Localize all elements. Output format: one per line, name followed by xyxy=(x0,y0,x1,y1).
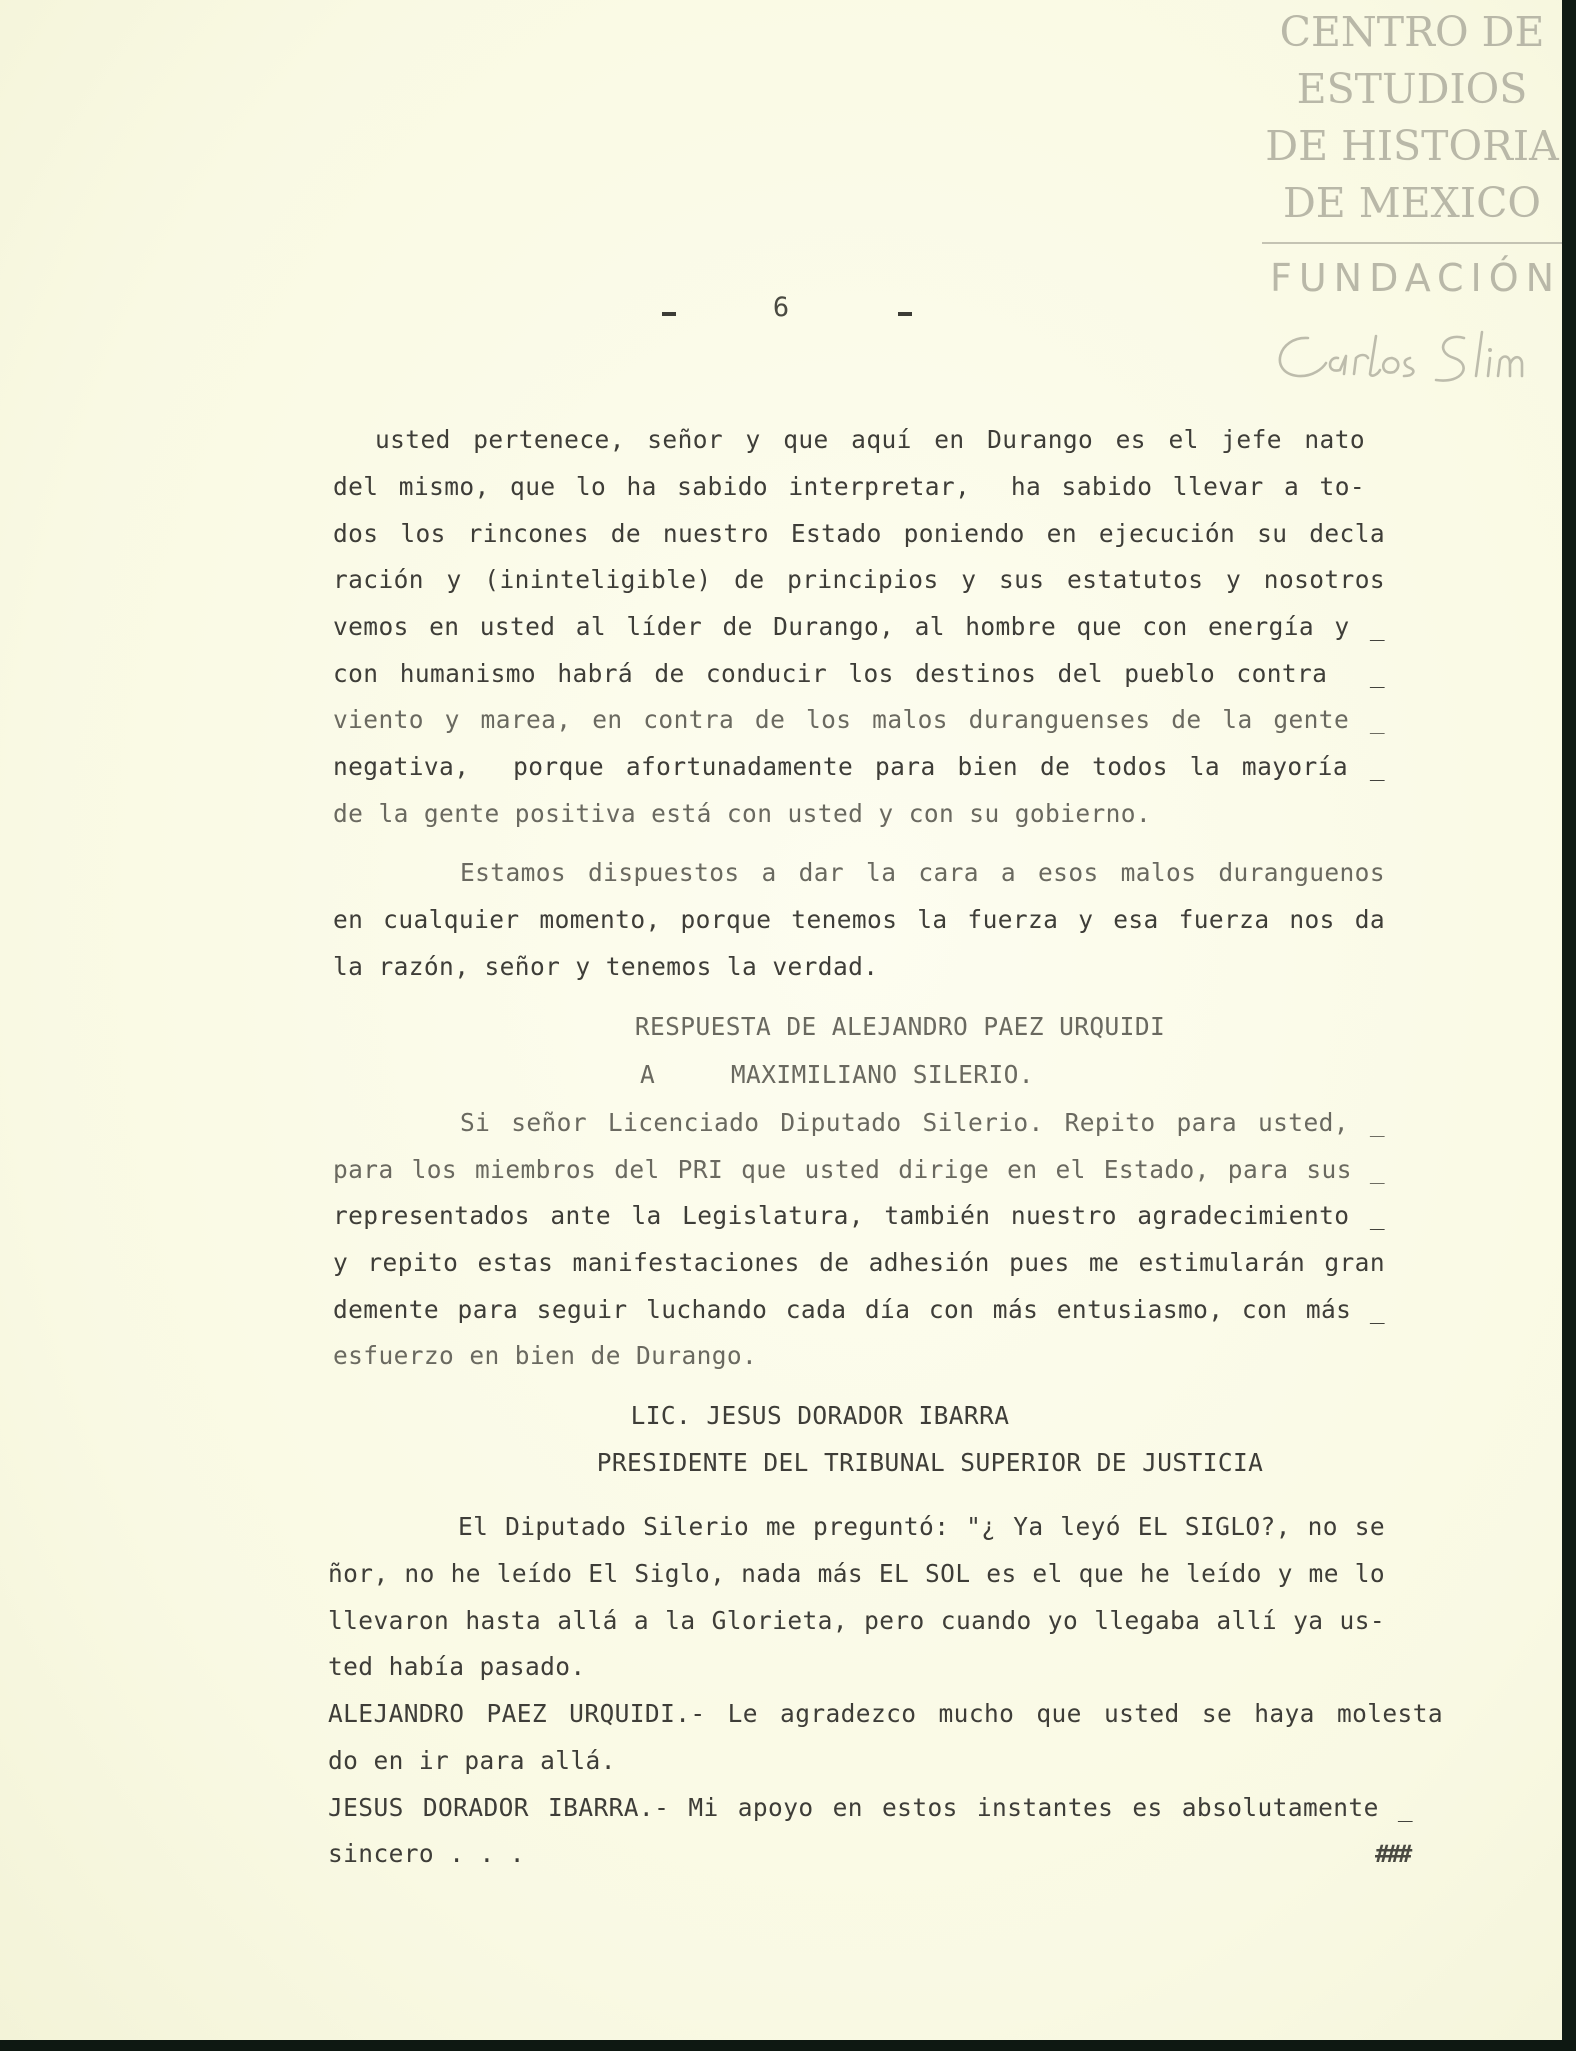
dialogue-line: do en ir para allá. xyxy=(328,1746,616,1775)
watermark-line: CENTRO DE xyxy=(1279,8,1545,56)
text-line: usted pertenece, señor y que aquí en Durango es el jefe nato xyxy=(375,425,1365,454)
watermark-line: DE MEXICO xyxy=(1282,179,1542,227)
text-line: vemos en usted al líder de Durango, al hombre que con energía y _ xyxy=(333,612,1385,641)
watermark-line: DE HISTORIA xyxy=(1265,122,1559,170)
text-line: dos los rincones de nuestro Estado poniendo en ejecución su decla xyxy=(333,519,1385,548)
text-line: ted había pasado. xyxy=(328,1652,586,1681)
text-line: Si señor Licenciado Diputado Silerio. Repito para usted, _ xyxy=(460,1108,1385,1137)
watermark-institution xyxy=(1262,4,1562,232)
text-line: negativa, porque afortunadamente para bien de todos la mayoría _ xyxy=(333,752,1385,781)
text-line: demente para seguir luchando cada día con más entusiasmo, con más _ xyxy=(333,1295,1385,1324)
text-line: con humanismo habrá de conducir los destinos del pueblo contra _ xyxy=(333,659,1385,688)
text-line: y repito estas manifestaciones de adhesión pues me estimularán gran xyxy=(333,1248,1385,1277)
watermark-signature xyxy=(1268,318,1568,388)
section-heading: PRESIDENTE DEL TRIBUNAL SUPERIOR DE JUSTICIA xyxy=(596,1448,1264,1477)
text-line: ración y (ininteligible) de principios y sus estatutos y nosotros xyxy=(333,565,1385,594)
text-line: viento y marea, en contra de los malos duranguenses de la gente _ xyxy=(333,705,1385,734)
section-heading: RESPUESTA DE ALEJANDRO PAEZ URQUIDI xyxy=(634,1012,1166,1041)
text-line: la razón, señor y tenemos la verdad. xyxy=(333,952,879,981)
page-number-dash-right xyxy=(898,312,912,316)
dialogue-line: sincero . . . xyxy=(328,1839,525,1868)
scan-border-right xyxy=(1562,0,1576,2051)
text-line: esfuerzo en bien de Durango. xyxy=(333,1341,758,1370)
section-heading: A MAXIMILIANO SILERIO. xyxy=(640,1060,1034,1089)
text-line: representados ante la Legislatura, también nuestro agradecimiento _ xyxy=(333,1201,1385,1230)
page-number: 6 xyxy=(772,292,790,323)
text-line: Estamos dispuestos a dar la cara a esos malos duranguenos xyxy=(460,858,1385,887)
text-line: llevaron hasta allá a la Glorieta, pero cuando yo llegaba allí ya us- xyxy=(328,1606,1385,1635)
dialogue-line: ALEJANDRO PAEZ URQUIDI.- Le agradezco mucho que usted se haya molesta xyxy=(328,1699,1443,1728)
text-line: en cualquier momento, porque tenemos la fuerza y esa fuerza nos da xyxy=(333,905,1385,934)
section-heading: LIC. JESUS DORADOR IBARRA xyxy=(630,1401,1010,1430)
end-mark: ### xyxy=(1375,1840,1410,1868)
text-line: El Diputado Silerio me preguntó: "¿ Ya leyó EL SIGLO?, no se xyxy=(458,1512,1385,1541)
text-line: de la gente positiva está con usted y con su gobierno. xyxy=(333,799,1152,828)
watermark-line: ESTUDIOS xyxy=(1296,65,1528,113)
text-line: ñor, no he leído El Siglo, nada más EL SOL es el que he leído y me lo xyxy=(328,1559,1385,1588)
scan-border-bottom xyxy=(0,2040,1576,2051)
dialogue-line: JESUS DORADOR IBARRA.- Mi apoyo en estos instantes es absolutamente _ xyxy=(328,1793,1413,1822)
watermark-foundation: FUNDACIÓN xyxy=(1270,256,1562,300)
watermark-divider xyxy=(1262,242,1562,244)
text-line: para los miembros del PRI que usted dirige en el Estado, para sus _ xyxy=(333,1155,1385,1184)
text-line: del mismo, que lo ha sabido interpretar, ha sabido llevar a to- xyxy=(333,472,1365,501)
